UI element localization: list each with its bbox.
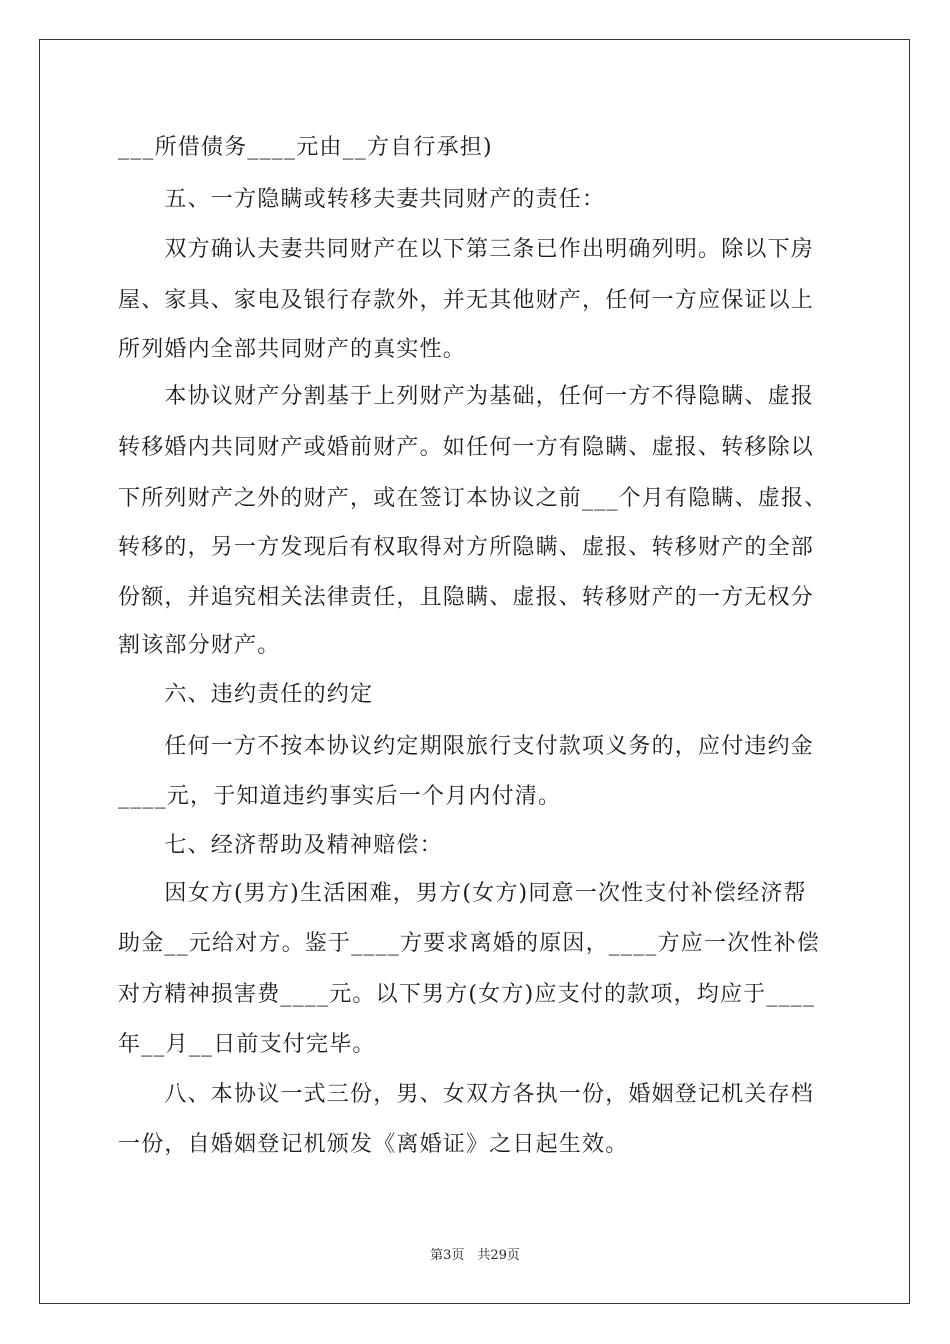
text-line: 转移婚内共同财产或婚前财产。如任何一方有隐瞒、虚报、转移除以 bbox=[118, 435, 815, 460]
text-line: 七、经济帮助及精神赔偿： bbox=[118, 833, 443, 858]
text-line: 割该部分财产。 bbox=[118, 633, 281, 658]
text-line: 任何一方不按本协议约定期限旅行支付款项义务的，应付违约金 bbox=[118, 734, 815, 759]
text-line: 份额，并追究相关法律责任，且隐瞒、虚报、转移财产的一方无权分 bbox=[118, 585, 815, 610]
text-line: 所列婚内全部共同财产的真实性。 bbox=[118, 337, 467, 362]
text-line: 八、本协议一式三份，男、女双方各执一份，婚姻登记机关存档 bbox=[118, 1082, 815, 1107]
text-line: 对方精神损害费____元。以下男方(女方)应支付的款项，均应于____ bbox=[118, 982, 816, 1007]
text-line: 本协议财产分割基于上列财产为基础，任何一方不得隐瞒、虚报 bbox=[118, 384, 815, 409]
text-line: 助金__元给对方。鉴于____方要求离婚的原因，____方应一次性补偿 bbox=[118, 931, 821, 956]
text-line: 年__月__日前支付完毕。 bbox=[118, 1032, 376, 1057]
text-line: 屋、家具、家电及银行存款外，并无其他财产，任何一方应保证以上 bbox=[118, 288, 815, 313]
page-frame bbox=[39, 39, 910, 1304]
text-line: 五、一方隐瞒或转移夫妻共同财产的责任： bbox=[118, 187, 606, 212]
text-line: 六、违约责任的约定 bbox=[118, 682, 374, 707]
page-number: 第3页 共29页 bbox=[430, 1248, 520, 1263]
text-line: ____元，于知道违约事实后一个月内付清。 bbox=[118, 784, 562, 809]
text-line: 一份，自婚姻登记机颁发《离婚证》之日起生效。 bbox=[118, 1132, 629, 1157]
text-line: 下所列财产之外的财产，或在签订本协议之前___个月有隐瞒、虚报、 bbox=[118, 486, 828, 511]
text-line: 转移的，另一方发现后有权取得对方所隐瞒、虚报、转移财产的全部 bbox=[118, 535, 815, 560]
text-line: ___所借债务____元由__方自行承担) bbox=[118, 135, 493, 160]
text-line: 双方确认夫妻共同财产在以下第三条已作出明确列明。除以下房 bbox=[118, 237, 815, 262]
text-line: 因女方(男方)生活困难，男方(女方)同意一次性支付补偿经济帮 bbox=[118, 881, 807, 906]
